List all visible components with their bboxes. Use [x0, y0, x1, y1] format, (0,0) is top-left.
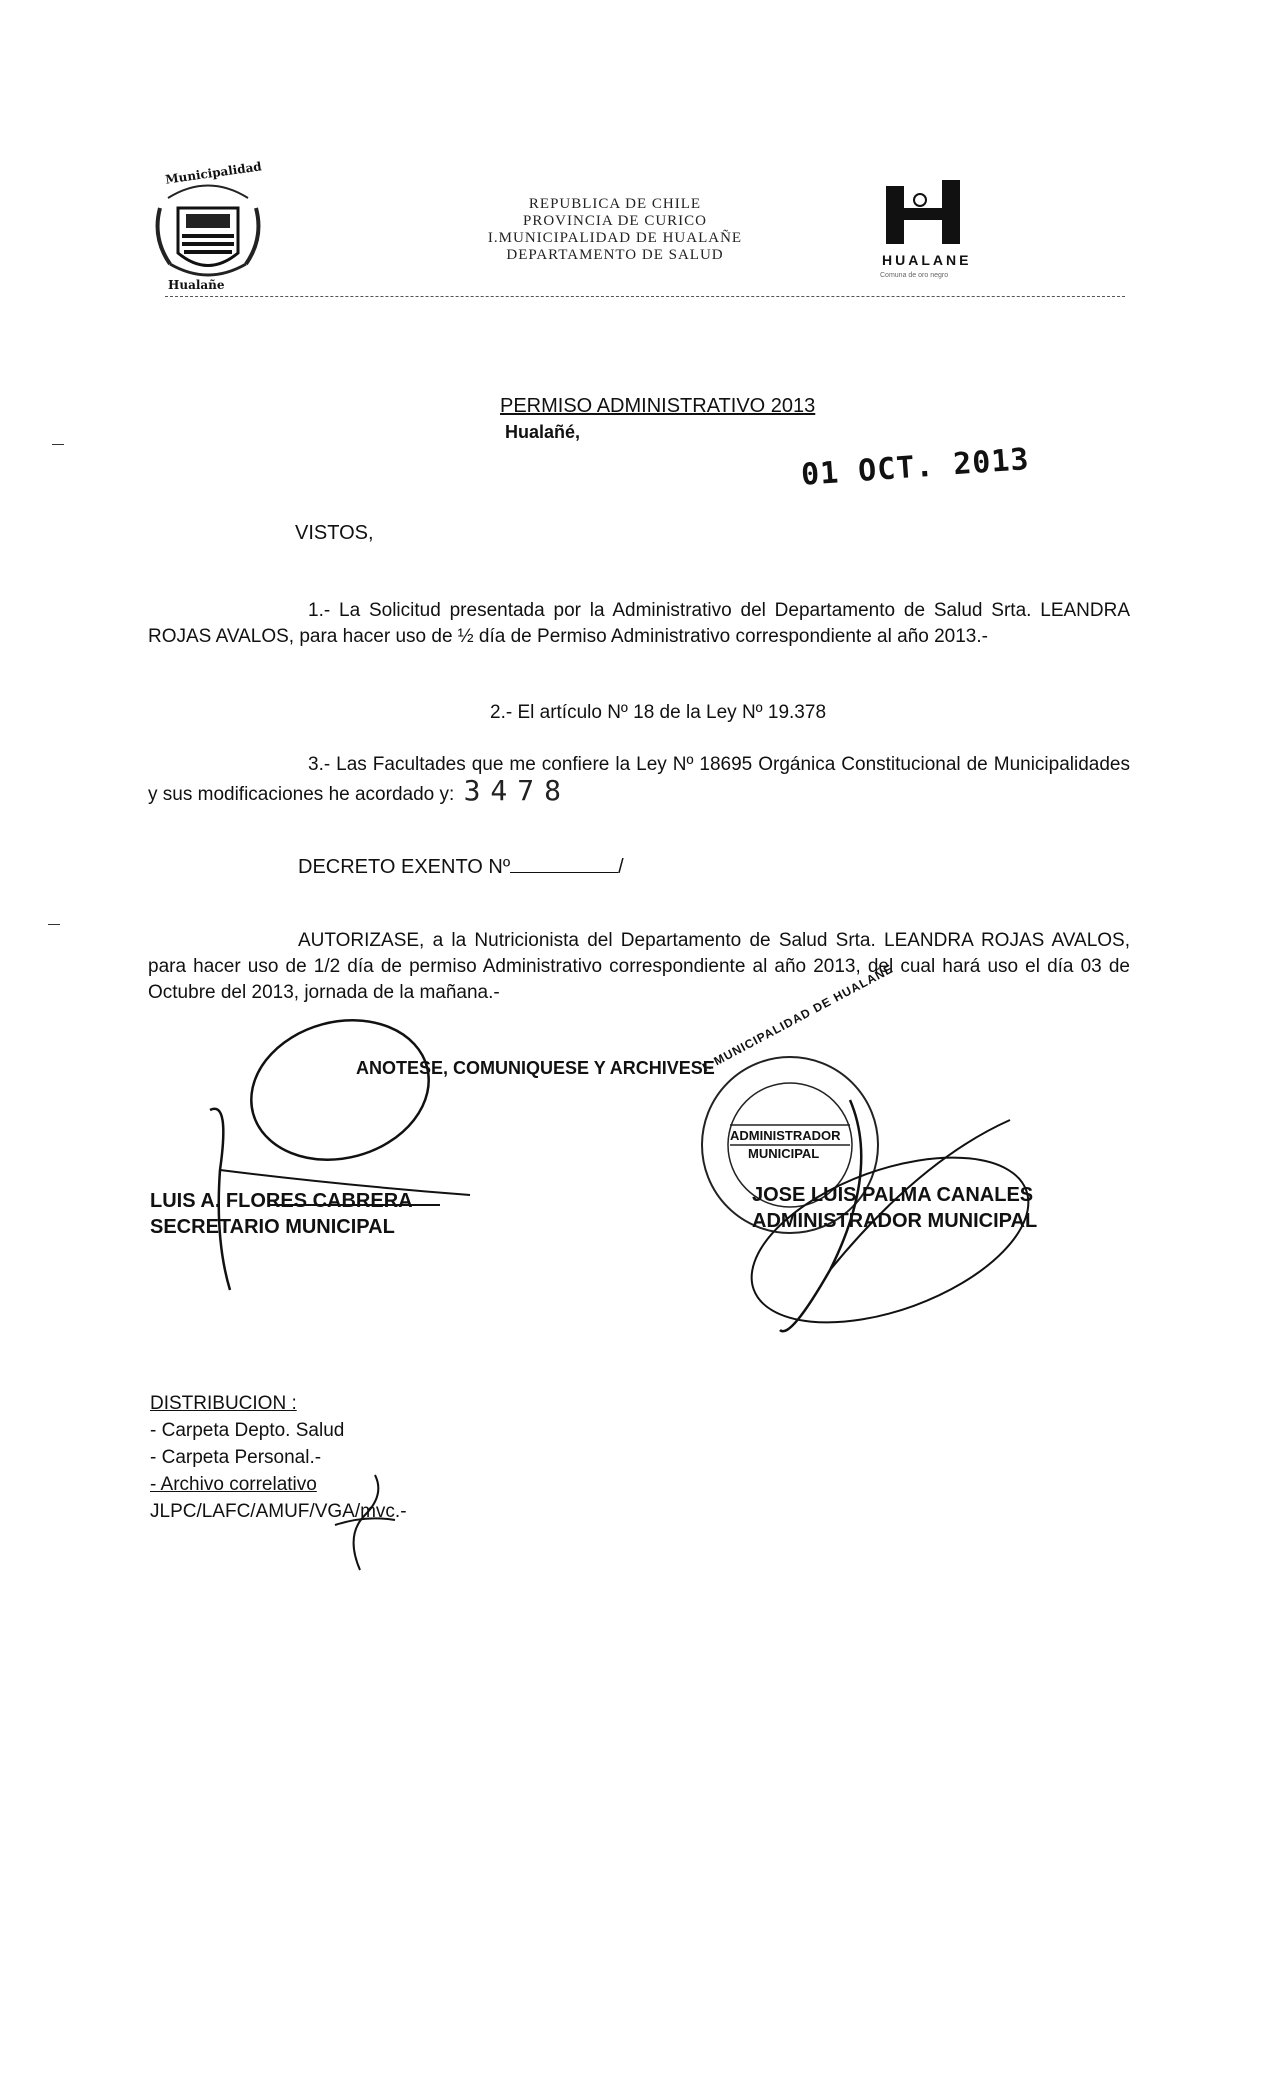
initials-signature: [325, 1465, 405, 1575]
paragraph-autorizase: AUTORIZASE, a la Nutricionista del Departamento de Salud Srta. LEANDRA ROJAS AVALOS, para hacer uso de 1/2 día de permiso Administrativo correspondiente al año 2013, del cual hará uso el día 03 de Octubre del 2013, jornada de la mañana.-: [148, 930, 1130, 1003]
left-signatory-title: SECRETARIO MUNICIPAL: [150, 1216, 395, 1238]
decreto-suffix: /: [618, 856, 624, 878]
right-signatory-name: JOSE LUIS PALMA CANALES: [752, 1184, 1034, 1206]
left-signature: [190, 1010, 490, 1300]
decreto-exento-line: [298, 856, 624, 879]
stamp-ring-text: I. MUNICIPALIDAD DE HUALAÑE: [700, 961, 896, 1075]
header-dashed-rule: [165, 296, 1125, 297]
institution-header: [445, 196, 785, 264]
crest-bottom-text: Hualañe: [168, 278, 225, 292]
left-signatory: [150, 1188, 413, 1240]
distribution-item: - Carpeta Depto. Salud: [150, 1420, 345, 1441]
right-logo-tagline: Comuna de oro negro: [880, 272, 949, 279]
distribution-item: - Archivo correlativo: [150, 1474, 317, 1495]
paragraph-3-text: 3.- Las Facultades que me confiere la Ley Nº 18695 Orgánica Constitucional de Municipalidades y sus modificaciones he acordado y:: [148, 754, 1130, 805]
header-line-municipality: I.MUNICIPALIDAD DE HUALAÑE: [487, 230, 743, 246]
margin-mark: [48, 924, 60, 925]
decreto-label: DECRETO EXENTO Nº: [298, 856, 511, 878]
received-date-stamp: 01 OCT. 2013: [800, 442, 1031, 493]
document-title: PERMISO ADMINISTRATIVO 2013: [500, 395, 816, 417]
vistos-heading: VISTOS,: [295, 522, 374, 544]
distribution-initials: JLPC/LAFC/AMUF/VGA/mvc.-: [150, 1501, 407, 1522]
document-city: Hualañé,: [505, 422, 581, 442]
decreto-number-blank: [510, 856, 618, 873]
right-signatory: [752, 1182, 1037, 1234]
stamp-center-line2: MUNICIPAL: [748, 1146, 820, 1161]
header-line-department: DEPARTAMENTO DE SALUD: [506, 247, 724, 263]
right-signatory-title: ADMINISTRADOR MUNICIPAL: [752, 1210, 1038, 1232]
paragraph-1: 1.- La Solicitud presentada por la Administrativo del Departamento de Salud Srta. LEANDRA ROJAS AVALOS, para hacer uso de ½ día de Permiso Administrativo correspondiente al año 2013.-: [148, 600, 1130, 647]
anotese-line: ANOTESE, COMUNIQUESE Y ARCHIVESE: [356, 1058, 715, 1078]
stamp-center-line1: ADMINISTRADOR: [730, 1128, 841, 1143]
paragraph-3: [148, 752, 1130, 808]
handwritten-decree-number: 3478: [463, 774, 571, 807]
distribution-heading: DISTRIBUCION :: [150, 1393, 297, 1414]
hualane-h-logo: [880, 178, 970, 248]
paragraph-2: 2.- El artículo Nº 18 de la Ley Nº 19.378: [490, 702, 827, 723]
margin-mark: [52, 444, 64, 445]
header-line-province: PROVINCIA DE CURICO: [522, 213, 707, 229]
header-line-country: REPUBLICA DE CHILE: [528, 196, 702, 212]
right-logo-name: HUALANE: [882, 252, 972, 268]
distribution-item: - Carpeta Personal.-: [150, 1447, 322, 1468]
left-signatory-name: LUIS A. FLORES CABRERA: [150, 1190, 413, 1212]
crest-top-text: Municipalidad: [164, 159, 263, 187]
